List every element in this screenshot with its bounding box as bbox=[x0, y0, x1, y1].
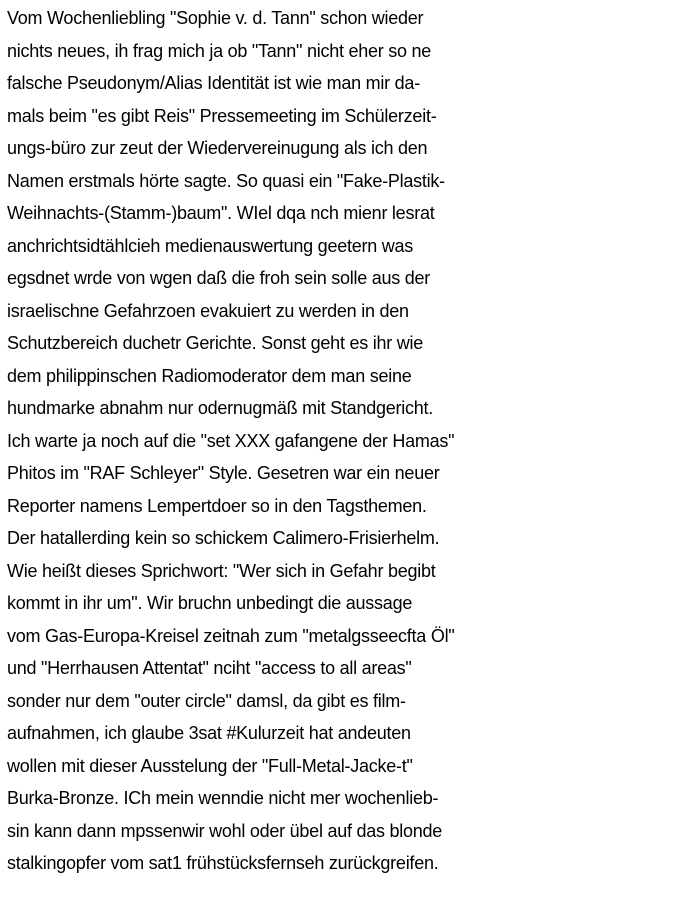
text-line: egsdnet wrde von wgen daß die froh sein solle aus der bbox=[7, 268, 431, 288]
text-line: Phitos im "RAF Schleyer" Style. Gesetren war ein neuer bbox=[7, 463, 440, 483]
text-line: dem philippinschen Radiomoderator dem man seine bbox=[7, 365, 412, 386]
text-line: Vom Wochenliebling "Sophie v. d. Tann" schon wieder bbox=[7, 8, 424, 28]
text-line: Schutzbereich duchetr Gerichte. Sonst geht es ihr wie bbox=[7, 333, 423, 353]
text-line: aufnahmen, ich glaube 3sat #Kulurzeit hat andeuten bbox=[7, 723, 411, 743]
text-line: israelischne Gefahrzoen evakuiert zu werden in den bbox=[7, 300, 409, 321]
text-line: Reporter namens Lempertdoer so in den Tagsthemen. bbox=[7, 495, 427, 516]
text-line: hundmarke abnahm nur odernugmäß mit Standgericht. bbox=[7, 398, 433, 418]
text-line: vom Gas-Europa-Kreisel zeitnah zum "metalgsseecfta Öl" bbox=[7, 625, 455, 646]
text-line: wollen mit dieser Ausstelung der "Full-Metal-Jacke-t" bbox=[7, 755, 413, 776]
text-line: Ich warte ja noch auf die "set XXX gafangene der Hamas" bbox=[7, 430, 455, 451]
text-line: Burka-Bronze. ICh mein wenndie nicht mer wochenlieb- bbox=[7, 788, 439, 808]
text-line: ungs-büro zur zeut der Wiedervereinugung als ich den bbox=[7, 138, 428, 158]
text-line: und "Herrhausen Attentat" nciht "access to all areas" bbox=[7, 658, 412, 678]
text-line: nichts neues, ih frag mich ja ob "Tann" nicht eher so ne bbox=[7, 40, 432, 61]
text-line: sin kann dann mpssenwir wohl oder übel auf das blonde bbox=[7, 820, 443, 841]
text-line: falsche Pseudonym/Alias Identität ist wie man mir da- bbox=[7, 73, 420, 93]
text-line: stalkingopfer vom sat1 frühstücksfernseh zurückgreifen. bbox=[7, 853, 439, 873]
text-line: sonder nur dem "outer circle" damsl, da gibt es film- bbox=[7, 690, 406, 711]
text-line: Weihnachts-(Stamm-)baum". WIel dqa nch mienr lesrat bbox=[7, 203, 435, 223]
text-line: anchrichtsidtählcieh medienauswertung geetern was bbox=[7, 235, 413, 256]
text-line: mals beim "es gibt Reis" Pressemeeting im Schülerzeit- bbox=[7, 105, 437, 126]
text-line: kommt in ihr um". Wir bruchn unbedingt die aussage bbox=[7, 593, 413, 613]
text-line: Der hatallerding kein so schickem Calimero-Frisierhelm. bbox=[7, 528, 440, 548]
body-text bbox=[7, 2, 683, 880]
text-line: Wie heißt dieses Sprichwort: "Wer sich in Gefahr begibt bbox=[7, 560, 436, 581]
text-line: Namen erstmals hörte sagte. So quasi ein "Fake-Plastik- bbox=[7, 170, 445, 191]
